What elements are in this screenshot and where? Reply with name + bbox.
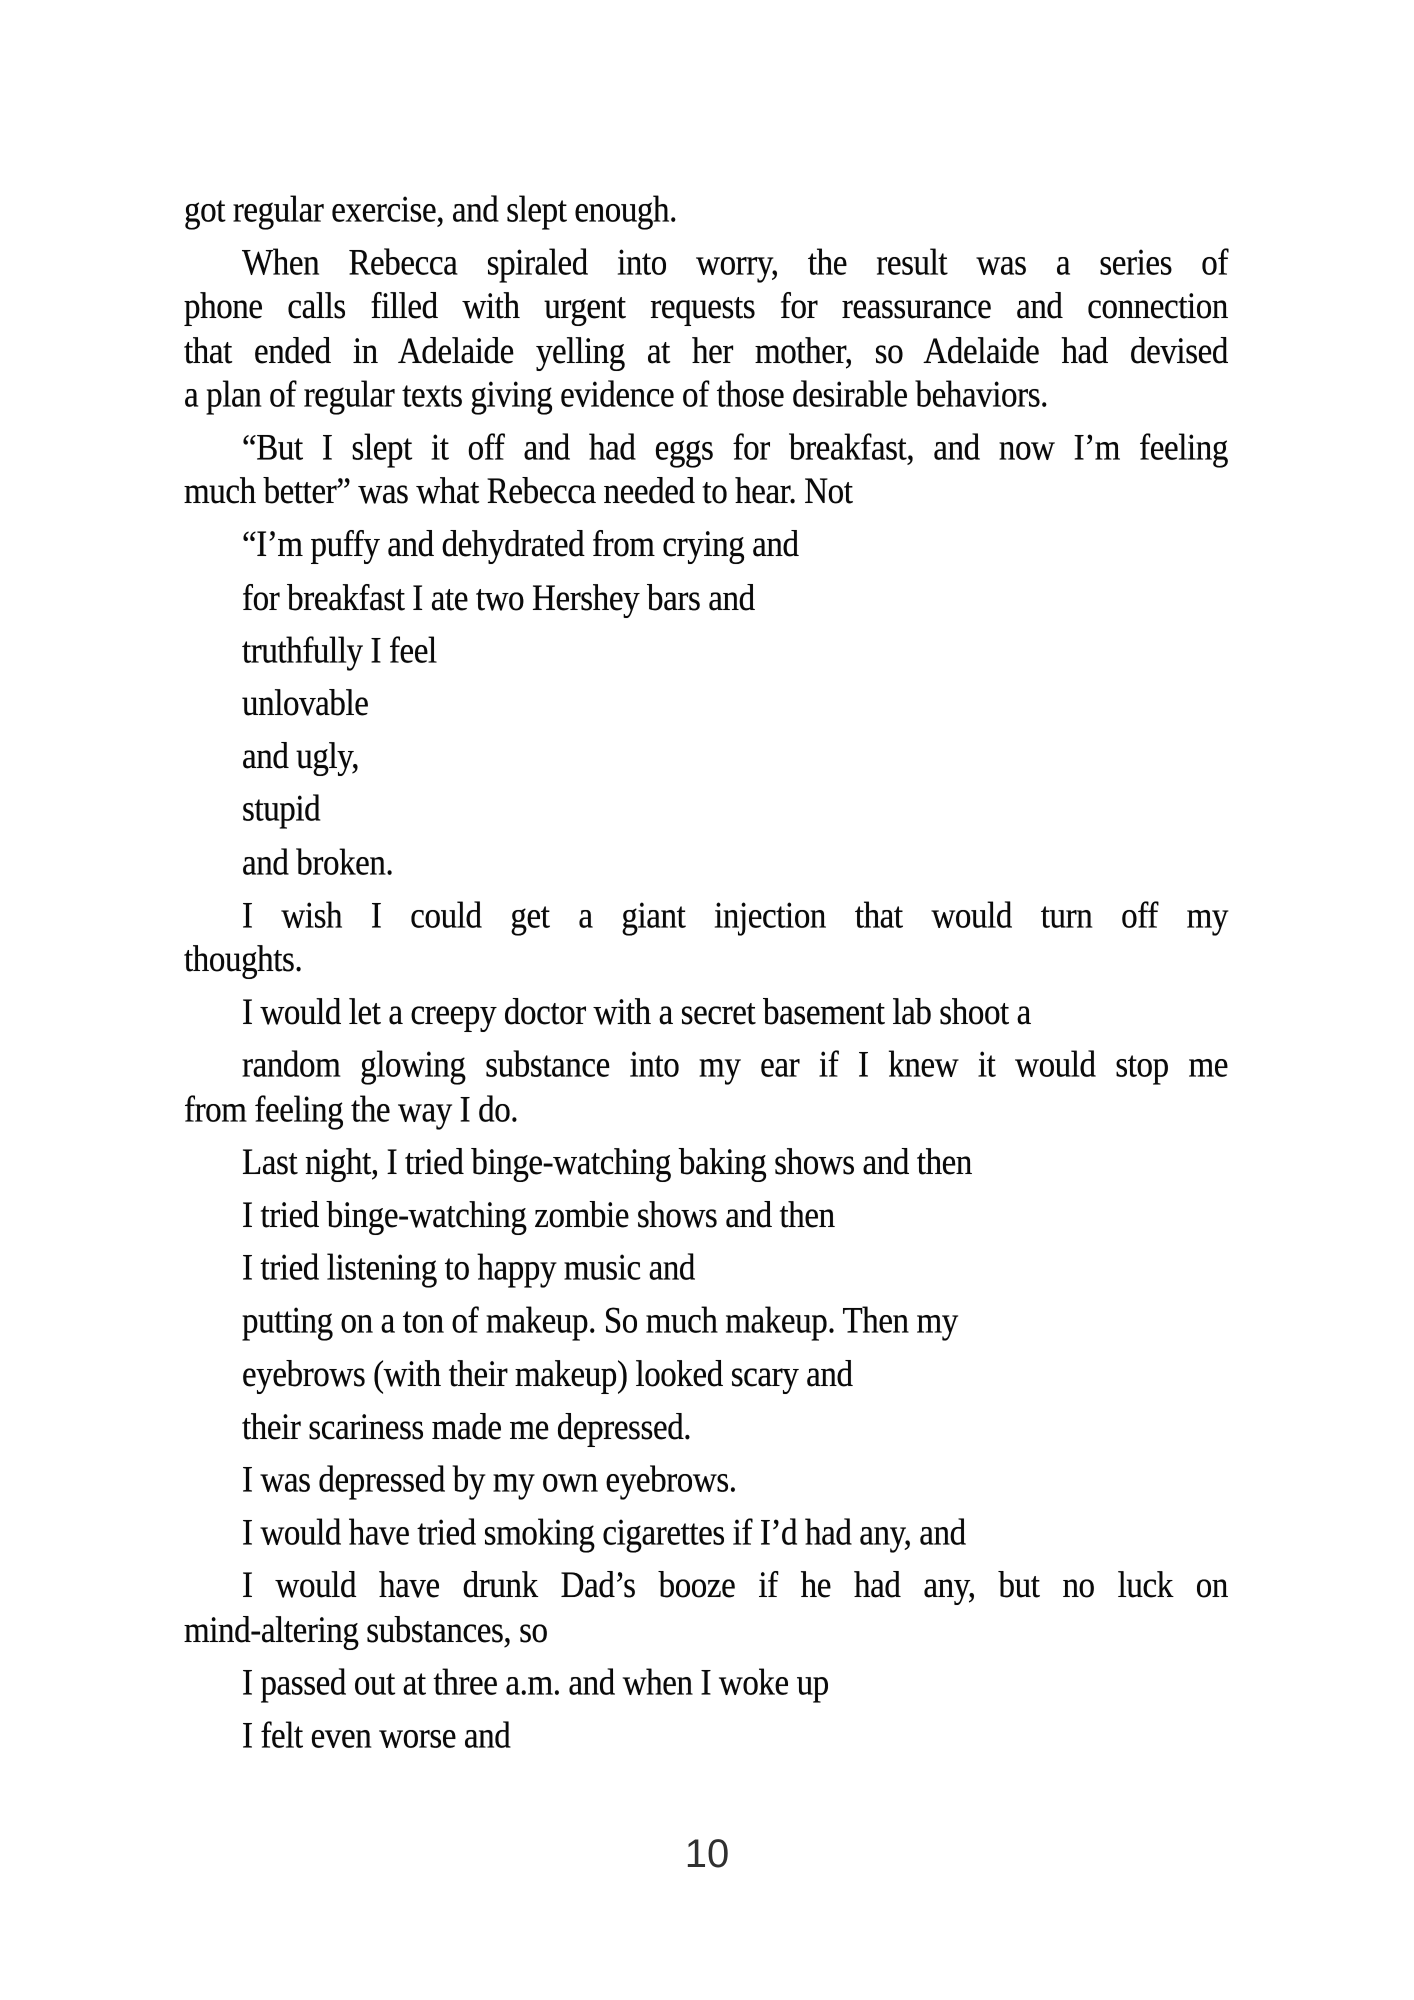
text-line: truthfully I feel [242,630,437,672]
paragraph [184,1715,1228,1759]
page-number: 10 [684,1832,730,1876]
paragraph [184,736,1228,780]
paragraph [184,189,1228,233]
text-line: eyebrows (with their makeup) looked scary and [242,1354,853,1395]
text-line: When Rebecca spiraled into worry, the result was a series of [242,243,1228,284]
text-line: I would let a creepy doctor with a secret basement lab shoot a [242,992,1031,1034]
text-line: I would have tried smoking cigarettes if I’d had any, and [242,1513,966,1554]
paragraph [184,1194,1228,1238]
text-line: much better” was what Rebecca needed to hear. Not [184,471,853,513]
text-line: from feeling the way I do. [184,1089,519,1130]
paragraph [184,683,1228,727]
paragraph [184,524,1228,568]
text-line: phone calls filled with urgent requests for reassurance and connection [184,287,1228,328]
text-line: thoughts. [184,939,303,981]
paragraph [184,1565,1228,1653]
paragraph [184,789,1228,833]
paragraph [184,895,1228,983]
text-line: a plan of regular texts giving evidence of those desirable behaviors. [184,375,1049,416]
text-line: their scariness made me depressed. [242,1407,692,1448]
page-text [184,189,1228,1768]
paragraph [184,577,1228,621]
paragraph [184,1044,1228,1132]
paragraph [184,1406,1228,1450]
text-line: unlovable [242,683,369,725]
text-line: I was depressed by my own eyebrows. [242,1460,737,1501]
paragraph [184,1353,1228,1397]
paragraph [184,1141,1228,1185]
text-line: for breakfast I ate two Hershey bars and [242,577,755,619]
text-line: I tried binge-watching zombie shows and then [242,1195,835,1236]
paragraph [184,1512,1228,1556]
text-line: I tried listening to happy music and [242,1248,696,1289]
paragraph [184,1459,1228,1503]
text-line: I felt even worse and [242,1716,511,1757]
text-line: I wish I could get a giant injection that would turn off my [242,895,1228,937]
text-line: stupid [242,789,321,831]
text-line: and broken. [242,842,394,884]
text-line: mind-altering substances, so [184,1610,548,1651]
paragraph [184,1300,1228,1344]
text-line: random glowing substance into my ear if I knew it would stop me [242,1045,1228,1086]
text-line: “I’m puffy and dehydrated from crying and [242,524,799,566]
text-line: “But I slept it off and had eggs for breakfast, and now I’m feeling [242,428,1228,469]
text-line: and ugly, [242,736,360,778]
text-line: I would have drunk Dad’s booze if he had any, but no luck on [242,1566,1228,1607]
paragraph [184,1662,1228,1706]
paragraph [184,992,1228,1036]
paragraph [184,427,1228,515]
text-line: putting on a ton of makeup. So much makeup. Then my [242,1301,958,1342]
paragraph [184,630,1228,674]
text-line: Last night, I tried binge-watching baking shows and then [242,1142,973,1183]
paragraph [184,242,1228,418]
text-line: got regular exercise, and slept enough. [184,190,677,231]
text-line: that ended in Adelaide yelling at her mother, so Adelaide had devised [184,331,1228,372]
paragraph [184,842,1228,886]
text-line: I passed out at three a.m. and when I woke up [242,1663,829,1704]
paragraph [184,1247,1228,1291]
